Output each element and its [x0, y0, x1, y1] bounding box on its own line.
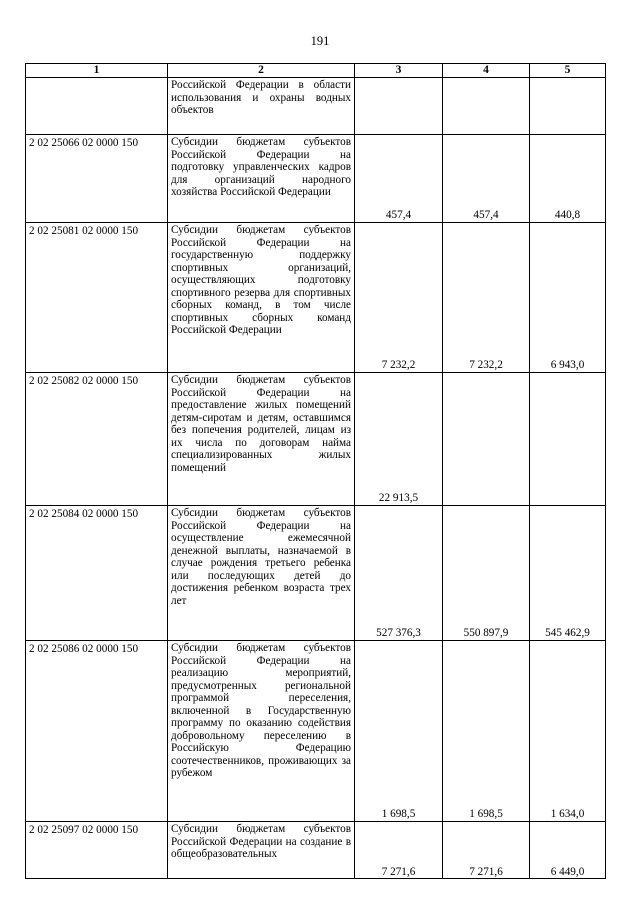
value-col-5: 440,8	[530, 135, 606, 223]
budget-code: 2 02 25081 02 0000 150	[26, 223, 168, 373]
budget-code: 2 02 25086 02 0000 150	[26, 641, 168, 822]
subsidy-name: Субсидии бюджетам субъектов Российской Федерации на реализацию мероприятий, предусмотренных региональной программой переселения, включенной в Государственную программу по оказанию содействия добровольному переселению в Российскую Федерацию соотечественников, проживающих за рубежом	[168, 641, 355, 822]
table-row	[26, 822, 606, 879]
value-col-5: 6 943,0	[530, 223, 606, 373]
budget-code: 2 02 25066 02 0000 150	[26, 135, 168, 223]
header-row	[26, 64, 606, 78]
value-col-5: 6 449,0	[530, 822, 606, 879]
value-col-4	[443, 78, 530, 135]
value-col-4: 7 271,6	[443, 822, 530, 879]
value-col-4	[443, 373, 530, 506]
table-row	[26, 78, 606, 135]
value-col-3: 7 232,2	[355, 223, 443, 373]
value-col-4: 1 698,5	[443, 641, 530, 822]
value-col-5: 1 634,0	[530, 641, 606, 822]
value-col-5	[530, 78, 606, 135]
value-col-3	[355, 78, 443, 135]
table-row	[26, 641, 606, 822]
header-col-2: 2	[168, 64, 355, 78]
header-col-4: 4	[443, 64, 530, 78]
table-row	[26, 135, 606, 223]
value-col-3: 7 271,6	[355, 822, 443, 879]
table-row	[26, 223, 606, 373]
value-col-3: 1 698,5	[355, 641, 443, 822]
budget-code: 2 02 25084 02 0000 150	[26, 506, 168, 641]
value-col-3: 527 376,3	[355, 506, 443, 641]
value-col-3: 22 913,5	[355, 373, 443, 506]
value-col-5	[530, 373, 606, 506]
table-row	[26, 506, 606, 641]
value-col-4: 7 232,2	[443, 223, 530, 373]
value-col-5: 545 462,9	[530, 506, 606, 641]
subsidy-name: Субсидии бюджетам субъектов Российской Федерации на предоставление жилых помещений детям-сиротам и детям, оставшимся без попечения родителей, лицам из их числа по договорам найма специализированных жилых помещений	[168, 373, 355, 506]
header-col-1: 1	[26, 64, 168, 78]
table-row	[26, 373, 606, 506]
value-col-4: 550 897,9	[443, 506, 530, 641]
subsidy-name: Российской Федерации в области использования и охраны водных объектов	[168, 78, 355, 135]
value-col-4: 457,4	[443, 135, 530, 223]
header-col-5: 5	[530, 64, 606, 78]
budget-code: 2 02 25097 02 0000 150	[26, 822, 168, 879]
page-number: 191	[310, 34, 330, 48]
subsidy-name: Субсидии бюджетам субъектов Российской Федерации на подготовку управленческих кадров для организаций народного хозяйства Российской Федерации	[168, 135, 355, 223]
subsidy-name: Субсидии бюджетам субъектов Российской Федерации на создание в общеобразовательных	[168, 822, 355, 879]
value-col-3: 457,4	[355, 135, 443, 223]
budget-table	[25, 63, 606, 879]
header-col-3: 3	[355, 64, 443, 78]
subsidy-name: Субсидии бюджетам субъектов Российской Федерации на государственную поддержку спортивных организаций, осуществляющих подготовку спортивного резерва для спортивных сборных команд, в том числе спортивных сборных команд Российской Федерации	[168, 223, 355, 373]
budget-code: 2 02 25082 02 0000 150	[26, 373, 168, 506]
subsidy-name: Субсидии бюджетам субъектов Российской Федерации на осуществление ежемесячной денежной выплаты, назначаемой в случае рождения третьего ребенка или последующих детей до достижения ребенком возраста трех лет	[168, 506, 355, 641]
budget-code	[26, 78, 168, 135]
